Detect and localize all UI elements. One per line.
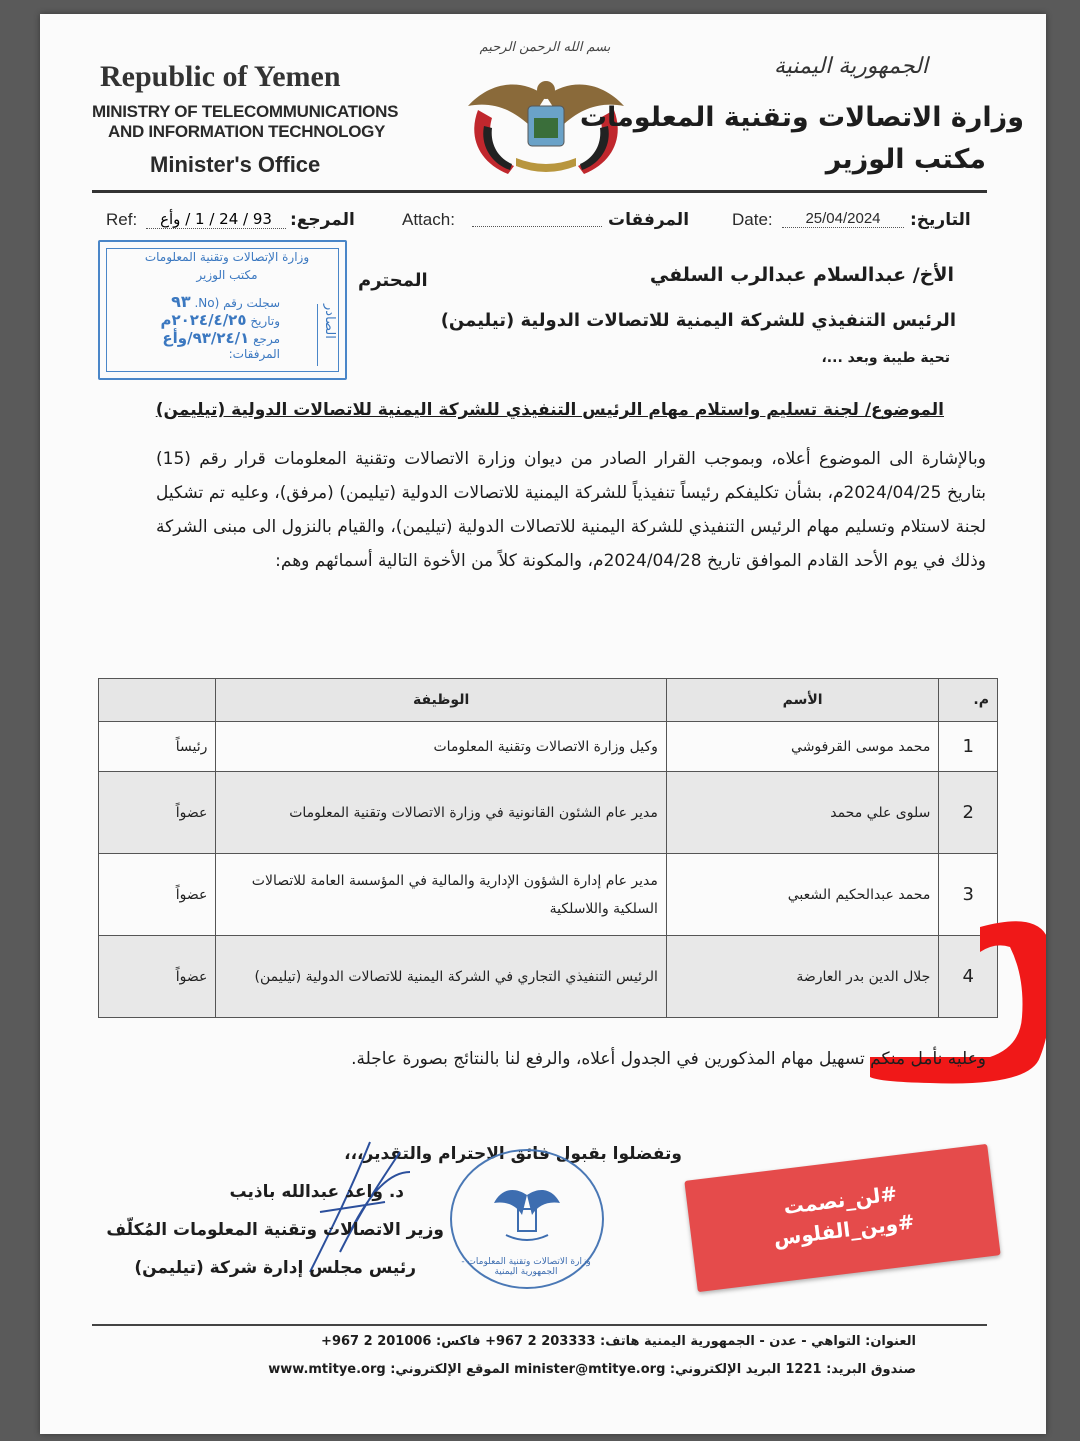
stamp-date-value: ٢٠٢٤/٤/٢٥م: [160, 311, 247, 329]
seal-eagle-icon: [492, 1185, 562, 1247]
stamp-side: الصادر: [317, 304, 337, 366]
stamp-no-value: ٩٣: [171, 292, 191, 311]
stamp-no-label: سجلت رقم (No.: [194, 296, 280, 310]
stamp-office: مكتب الوزير: [196, 268, 258, 282]
signatory-title-1: وزير الاتصالات وتقنية المعلومات المُكلّف: [106, 1220, 444, 1240]
footer-address: العنوان: التواهي - عدن - الجمهورية اليمنية هاتف: 203333 2 967+ فاكس: 201006 2 967+: [321, 1334, 916, 1349]
header-en-country: Republic of Yemen: [100, 60, 341, 93]
registry-stamp: [98, 240, 347, 380]
stamp-date-label: وتاريخ: [250, 314, 280, 328]
date-value: 25/04/2024: [782, 210, 904, 228]
hashtag-2: #وين_الفلوس: [772, 1209, 916, 1251]
table-row: 1 محمد موسى القرفوشي وكيل وزارة الاتصالات وتقنية المعلومات رئيساً: [99, 722, 998, 772]
recipient-name: الأخ/ عبدالسلام عبدالرب السلفي: [649, 264, 954, 286]
attach-label-en: Attach:: [402, 210, 455, 229]
hashtag-1: #لن_نصمت: [782, 1181, 899, 1219]
header-job: الوظيفة: [216, 679, 667, 722]
signatory-name: د. واعد عبدالله باذيب: [229, 1182, 404, 1202]
recipient-honorific: المحترم: [358, 270, 428, 291]
header-num: م.: [939, 679, 998, 722]
footer-contacts: صندوق البريد: 1221 البريد الإلكتروني: minister@mtitye.org الموقع الإلكتروني: www.mtitye.org: [268, 1362, 916, 1377]
stamp-attach-label: المرفقات:: [228, 347, 280, 361]
closing-paragraph: وعليه نأمل منكم تسهيل مهام المذكورين في الجدول أعلاه، والرفع لنا بالنتائج بصورة عاجلة.: [351, 1049, 986, 1069]
seal-text: وزارة الاتصالات وتقنية المعلومات - الجمهورية اليمنية: [461, 1257, 591, 1277]
recipient-title: الرئيس التنفيذي للشركة اليمنية للاتصالات الدولية (تيليمن): [440, 310, 956, 331]
header-role: [99, 679, 216, 722]
footer-rule: [92, 1324, 987, 1326]
letter-page: [40, 14, 1046, 1434]
hashtag-overlay-label: [684, 1144, 1000, 1292]
header-ar-office: مكتب الوزير: [825, 144, 986, 175]
attach-value-line: [472, 226, 602, 227]
table-row: 4 جلال الدين بدر العارضة الرئيس التنفيذي التجاري في الشركة اليمنية للاتصالات الدولية (تيليمن) عضواً: [99, 936, 998, 1018]
ref-label-en: Ref:: [106, 210, 138, 229]
basmala: بسم الله الرحمن الرحيم: [479, 40, 611, 55]
header-en-office: Minister's Office: [150, 152, 321, 177]
header-ar-country: الجمهورية اليمنية: [773, 54, 928, 79]
regards-line: وتفضلوا بقبول فائق الاحترام والتقدير،،،: [344, 1144, 682, 1164]
body-paragraph: وبالإشارة الى الموضوع أعلاه، وبموجب القرار الصادر من ديوان وزارة الاتصالات وتقنية المعلومات قرار رقم (15) بتاريخ 2024/04/25م، بشأن تكليفكم رئيساً تنفيذياً للشركة اليمنية للاتصالات الدولية (تيليمن) (مرفق)، وعليه تم تشكيل لجنة لاستلام وتسليم مهام الرئيس التنفيذي للشركة اليمنية للاتصالات الدولية (تيليمن)، والقيام بالنزول الى مبنى الشركة وذلك في يوم الأحد القادم الموافق تاريخ 2024/04/28م، والمكونة كلاً من الأخوة التالية أسمائهم وهم:: [156, 449, 987, 571]
header-en-ministry-2: AND INFORMATION TECHNOLOGY: [108, 122, 386, 141]
stamp-ref-label: مرجع: [253, 332, 280, 346]
header-rule: [92, 190, 987, 193]
table-row: 3 محمد عبدالحكيم الشعبي مدير عام إدارة الشؤون الإدارية والمالية في المؤسسة العامة للاتصالات السلكية واللاسلكية عضواً: [99, 854, 998, 936]
header-name: الأسم: [666, 679, 938, 722]
date-label-en: Date:: [732, 210, 773, 229]
official-seal: [450, 1149, 604, 1289]
stamp-ref-value: ٩٣/٢٤/١/وأع: [162, 329, 250, 347]
header-en-ministry-1: MINISTRY OF TELECOMMUNICATIONS: [92, 102, 399, 121]
table-header-row: [99, 679, 998, 722]
attach-label-ar: المرفقات: [608, 210, 690, 230]
subject-line: الموضوع/ لجنة تسليم واستلام مهام الرئيس التنفيذي للشركة اليمنية للاتصالات الدولية (تيليمن): [155, 400, 944, 420]
red-marker-annotation: [870, 907, 1046, 1107]
header-ar-ministry: وزارة الاتصالات وتقنية المعلومات: [579, 102, 1024, 133]
ref-value: 93 / 24 / 1 / وأع: [146, 210, 286, 229]
stamp-ministry: وزارة الإتصالات وتقنية المعلومات: [144, 250, 310, 264]
signatory-title-2: رئيس مجلس إدارة شركة (تيليمن): [134, 1258, 416, 1278]
table-row: 2 سلوى علي محمد مدير عام الشئون القانونية في وزارة الاتصالات وتقنية المعلومات عضواً: [99, 772, 998, 854]
committee-table: [98, 678, 998, 1018]
greeting: تحية طيبة وبعد ...،: [821, 350, 950, 366]
date-label-ar: التاريخ:: [910, 210, 971, 230]
ref-label-ar: المرجع:: [290, 210, 355, 230]
